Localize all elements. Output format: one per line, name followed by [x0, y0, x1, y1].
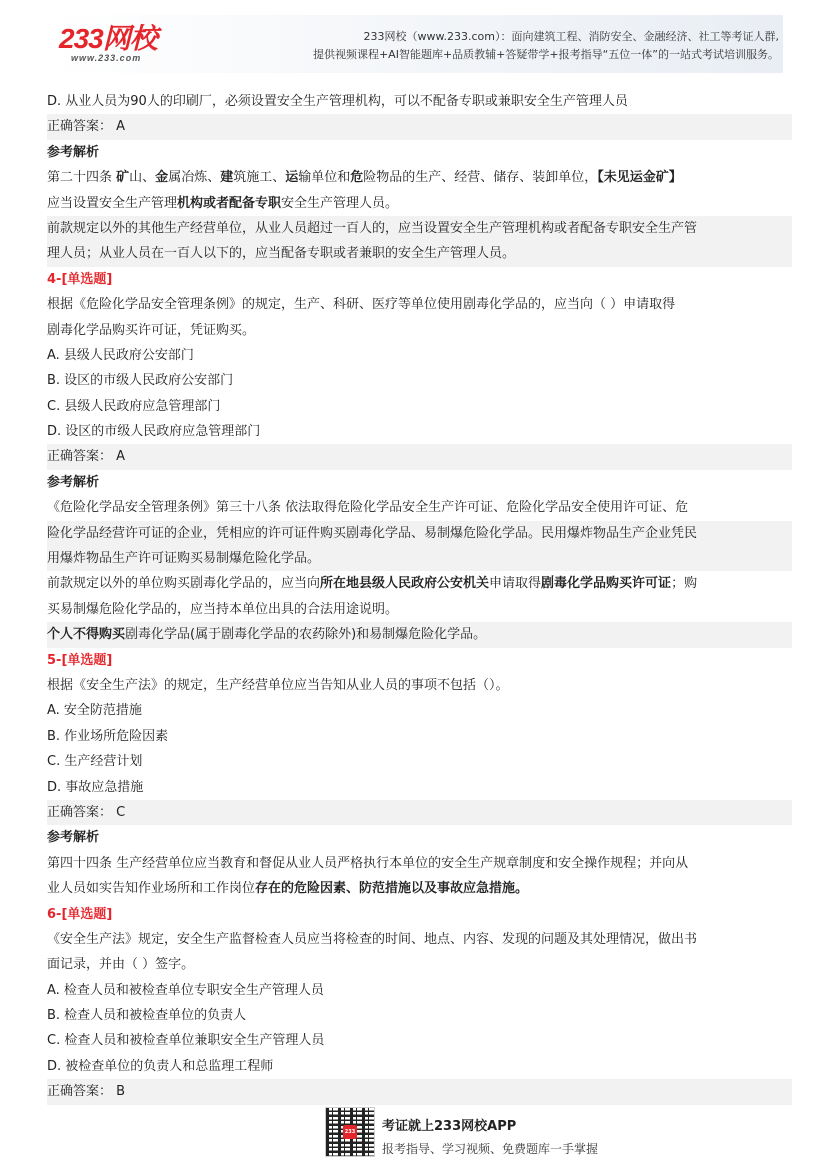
logo-url: www.233.com: [71, 53, 142, 63]
option-c: C. 县级人民政府应急管理部门: [47, 398, 221, 414]
header-line-1: 233网校（www.233.com）：面向建筑工程、消防安全、金融经济、社工等考证人群,: [363, 30, 779, 43]
analysis-heading: 参考解析: [47, 830, 100, 846]
question-type-badge: [单选题]: [61, 652, 113, 668]
page-footer: [325, 1107, 645, 1162]
question-title: 4-[单选题]: [47, 271, 113, 287]
question-stem: 根据《安全生产法》的规定，生产经营单位应当告知从业人员的事项不包括（）。: [47, 677, 509, 693]
option-b: B. 检查人员和被检查单位的负责人: [47, 1008, 247, 1024]
analysis-heading: 参考解析: [47, 474, 100, 490]
page-header: [47, 15, 783, 73]
correct-answer: 正确答案： A: [47, 114, 792, 139]
question-type-badge: [单选题]: [61, 271, 113, 287]
correct-answer: 正确答案： C: [47, 800, 792, 825]
option-d: D. 从业人员为90人的印刷厂，必须设置安全生产管理机构，可以不配备专职或兼职安全生产管理人员: [47, 94, 628, 109]
question-stem: 剧毒化学品购买许可证，凭证购买。: [47, 322, 256, 338]
analysis-paragraph: 《危险化学品安全管理条例》第三十八条 依法取得危险化学品安全生产许可证、危险化学品安全使用许可证、危: [47, 500, 689, 516]
header-description: [313, 28, 779, 64]
analysis-paragraph: 前款规定以外的单位购买剧毒化学品的，应当向所在地县级人民政府公安机关申请取得剧毒化学品购买许可证；购: [47, 576, 698, 592]
option-d: D. 被检查单位的负责人和总监理工程师: [47, 1058, 274, 1074]
brand-logo[interactable]: [59, 25, 157, 63]
footer-title: 考证就上233网校APP: [382, 1119, 517, 1134]
analysis-paragraph: 第四十四条 生产经营单位应当教育和督促从业人员严格执行本单位的安全生产规章制度和安全操作规程；并向从: [47, 855, 689, 871]
option-a: A. 安全防范措施: [47, 703, 142, 719]
option-b: B. 设区的市级人民政府公安部门: [47, 373, 234, 389]
question-stem: 根据《危险化学品安全管理条例》的规定，生产、科研、医疗等单位使用剧毒化学品的，应当向（ ）申请取得: [47, 297, 676, 313]
analysis-paragraph: 理人员；从业人员在一百人以下的，应当配备专职或者兼职的安全生产管理人员。: [47, 241, 792, 266]
analysis-heading: 参考解析: [47, 144, 100, 160]
footer-subtitle: 报考指导、学习视频、免费题库一手掌握: [382, 1142, 599, 1156]
analysis-paragraph: 业人员如实告知作业场所和工作岗位存在的危险因素、防范措施以及事故应急措施。: [47, 881, 529, 897]
question-title: 6-[单选题]: [47, 906, 113, 922]
analysis-paragraph: 第二十四条 矿山、金属冶炼、建筑施工、运输单位和危险物品的生产、经营、储存、装卸单位，【未见运金矿】: [47, 170, 682, 186]
analysis-paragraph: 前款规定以外的其他生产经营单位，从业人员超过一百人的，应当设置安全生产管理机构或者配备专职安全生产管: [47, 216, 792, 241]
option-c: C. 生产经营计划: [47, 754, 143, 770]
question-stem: 面记录，并由（ ）签字。: [47, 957, 195, 973]
analysis-paragraph: 买易制爆危险化学品的，应当持本单位出具的合法用途说明。: [47, 601, 399, 617]
analysis-paragraph: 个人不得购买剧毒化学品(属于剧毒化学品的农药除外)和易制爆危险化学品。: [47, 622, 792, 647]
question-title: 5-[单选题]: [47, 652, 113, 668]
option-d: D. 事故应急措施: [47, 779, 144, 795]
option-a: A. 检查人员和被检查单位专职安全生产管理人员: [47, 982, 324, 998]
analysis-paragraph: 险化学品经营许可证的企业，凭相应的许可证件购买剧毒化学品、易制爆危险化学品。民用爆炸物品生产企业凭民: [47, 521, 792, 546]
question-stem: 《安全生产法》规定，安全生产监督检查人员应当将检查的时间、地点、内容、发现的问题及其处理情况，做出书: [47, 931, 698, 947]
option-d: D. 设区的市级人民政府应急管理部门: [47, 424, 261, 440]
analysis-paragraph: 用爆炸物品生产许可证购买易制爆危险化学品。: [47, 546, 792, 571]
correct-answer: 正确答案： A: [47, 444, 792, 469]
option-a: A. 县级人民政府公安部门: [47, 347, 194, 363]
option-c: C. 检查人员和被检查单位兼职安全生产管理人员: [47, 1033, 325, 1049]
document-body: [47, 89, 792, 1105]
analysis-paragraph: 应当设置安全生产管理机构或者配备专职安全生产管理人员。: [47, 195, 399, 211]
qr-code-icon[interactable]: [325, 1107, 375, 1157]
correct-answer: 正确答案： B: [47, 1079, 792, 1104]
question-type-badge: [单选题]: [61, 906, 113, 922]
header-line-2: 提供视频课程+AI智能题库+品质教辅+答疑带学+报考指导“五位一体”的一站式考试培训服务。: [312, 48, 779, 61]
qr-badge: 233: [343, 1125, 357, 1139]
logo-text: 233网校: [59, 23, 157, 54]
option-b: B. 作业场所危险因素: [47, 728, 169, 744]
